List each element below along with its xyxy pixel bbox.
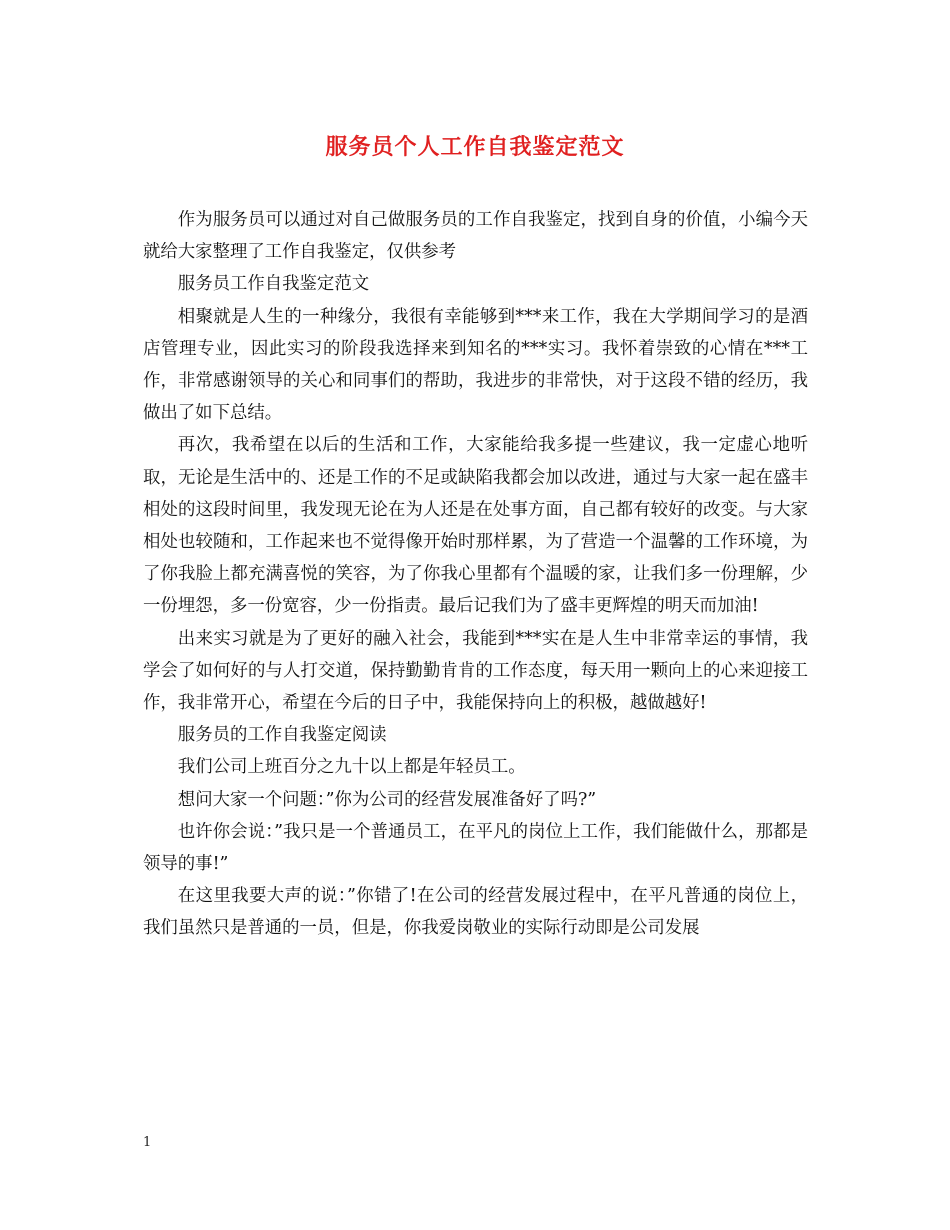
paragraph: 出来实习就是为了更好的融入社会，我能到***实在是人生中非常幸运的事情，我学会了如何好的与人打交道，保持勤勤肯肯的工作态度，每天用一颗向上的心来迎接工作，我非常开心，希望在今后的日子中，我能保持向上的积极，越做越好! [143,628,808,714]
paragraph: 我们公司上班百分之九十以上都是年轻员工。 [177,757,526,778]
paragraph: 在这里我要大声的说：”你错了!在公司的经营发展过程中，在平凡普通的岗位上，我们虽然只是普通的一员，但是，你我爱岗敬业的实际行动即是公司发展 [143,886,808,939]
paragraph: 也许你会说：”我只是一个普通员工，在平凡的岗位上工作，我们能做什么，那都是领导的事!” [143,821,808,875]
document-body [143,204,808,945]
paragraph: 作为服务员可以通过对自己做服务员的工作自我鉴定，找到自身的价值，小编今天就给大家整理了工作自我鉴定，仅供参考 [143,210,808,263]
section-heading: 服务员的工作自我鉴定阅读 [177,725,387,746]
document-title: 服务员个人工作自我鉴定范文 [325,134,625,160]
section-heading: 服务员工作自我鉴定范文 [177,274,370,295]
paragraph: 想问大家一个问题：”你为公司的经营发展准备好了吗?” [177,789,597,810]
page-number: 1 [143,1135,152,1150]
paragraph: 相聚就是人生的一种缘分，我很有幸能够到***来工作，我在大学期间学习的是酒店管理专业，因此实习的阶段我选择来到知名的***实习。我怀着崇致的心情在***工作，非常感谢领导的关心和同事们的帮助，我进步的非常快，对于这段不错的经历，我做出了如下总结。 [143,306,808,424]
paragraph: 再次，我希望在以后的生活和工作，大家能给我多提一些建议，我一定虚心地听取，无论是生活中的、还是工作的不足或缺陷我都会加以改进，通过与大家一起在盛丰相处的这段时间里，我发现无论在为人还是在处事方面，自己都有较好的改变。与大家相处也较随和，工作起来也不觉得像开始时那样累，为了营造一个温馨的工作环境，为了你我脸上都充满喜悦的笑容，为了你我心里都有个温暖的家，让我们多一份理解，少一份埋怨，多一份宽容，少一份指责。最后记我们为了盛丰更辉煌的明天而加油! [143,435,808,617]
